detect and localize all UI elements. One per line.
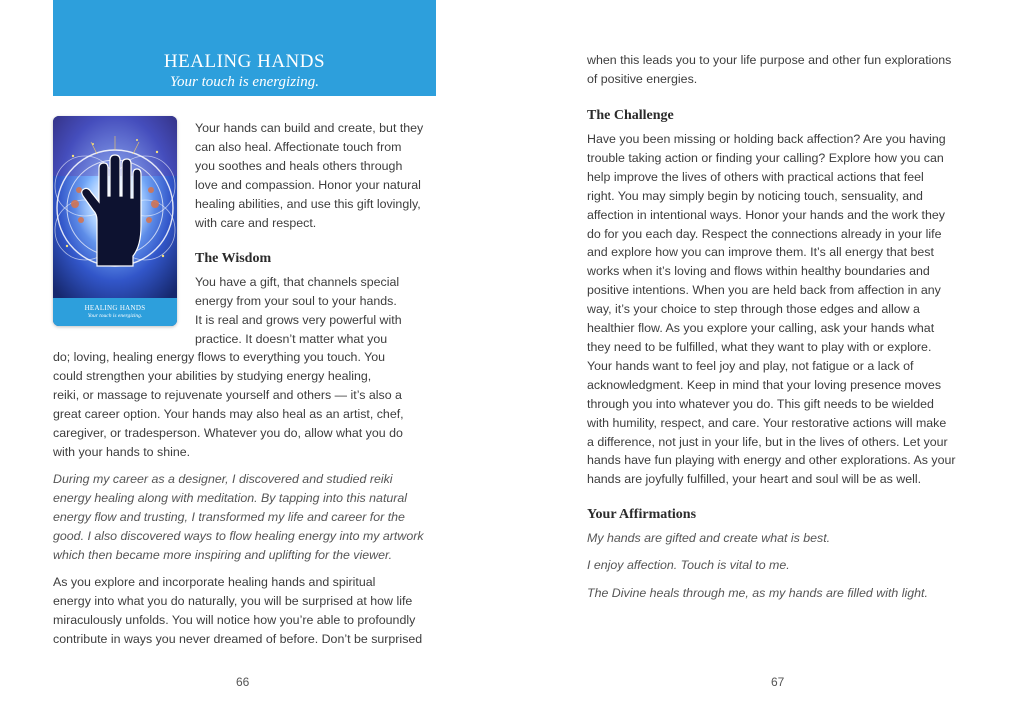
text-line: which then became more inspiring and uplifting for the viewer. xyxy=(53,547,393,562)
text-line: energy healing along with meditation. By tapping into this natural xyxy=(53,490,408,505)
text-line: do for you each day. Respect the connections already in your life xyxy=(587,226,942,241)
text-line: hands are joyfully fulfilled, your heart and soul will be as well. xyxy=(587,472,922,487)
text-line: with humility, respect, and care. Your restorative actions will make xyxy=(587,415,947,430)
text-line: Your hands can build and create, but they xyxy=(195,121,424,135)
text-line: Your hands want to feel joy and play, not fatigue or a lack of xyxy=(587,358,914,373)
continued-paragraph xyxy=(587,51,951,89)
card-title-banner xyxy=(53,0,436,96)
text-line: You have a gift, that channels special xyxy=(195,275,400,289)
text-line: help improve the lives of others with practical actions that feel xyxy=(587,169,924,184)
text-line: do; loving, healing energy flows to everything you touch. You xyxy=(53,350,386,364)
text-line: and explore how you can improve them. It’s all energy that best xyxy=(587,245,934,260)
text-line: right. You may simply begin by noticing touch, sensuality, and xyxy=(587,188,923,203)
card-footer xyxy=(53,298,177,326)
text-line: energy flow and trusting, I transformed my life and career for the xyxy=(53,509,405,524)
card-title: HEALING HANDS xyxy=(84,304,146,312)
affirmations-heading: Your Affirmations xyxy=(587,507,697,522)
wisdom-heading: The Wisdom xyxy=(195,251,272,266)
text-line: you soothes and heals others through xyxy=(195,158,403,173)
text-line: energy into what you do naturally, you will be surprised at how life xyxy=(53,593,413,608)
text-line: healthier flow. As you explore your calling, ask your hands what xyxy=(587,321,935,336)
text-line: healing abilities, and use this gift lovingly, xyxy=(195,196,421,211)
challenge-heading: The Challenge xyxy=(587,108,674,123)
text-line: through you into whatever you do. This gift needs to be wielded xyxy=(587,396,934,411)
text-line: works when it’s loving and flows within healthy boundaries and xyxy=(587,264,930,279)
text-line: a difference, not just in your life, but in the lives of others. Let your xyxy=(587,434,948,449)
text-line: acknowledgment. Keep in mind that your loving presence moves xyxy=(587,377,942,392)
challenge-paragraph xyxy=(587,130,956,489)
text-line: trouble taking action or finding your calling? Explore how you can xyxy=(587,150,944,165)
text-line: of positive energies. xyxy=(587,71,698,86)
text-line: could strengthen your abilities by studying energy healing, xyxy=(53,368,372,383)
text-line: energy from your soul to your hands. xyxy=(195,293,397,308)
affirmation-item: The Divine heals through me, as my hands are filled with light. xyxy=(587,586,928,600)
affirmation-item: I enjoy affection. Touch is vital to me. xyxy=(587,558,790,572)
card-subtitle: Your touch is energizing. xyxy=(87,313,143,319)
text-line: contribute in ways you never dreamed of before. Don’t be surprised xyxy=(53,631,423,646)
text-line: great career option. Your hands may also heal as an artist, chef, xyxy=(53,406,404,421)
text-line: with your hands to shine. xyxy=(53,444,191,459)
text-line: caregiver, or tradesperson. Whatever you do, allow what you do xyxy=(53,425,403,440)
text-line: way, it’s your choice to step through those edges and allow a xyxy=(587,302,920,317)
text-line: hands have fun playing with energy and other explorations. As your xyxy=(587,453,956,468)
text-line: love and compassion. Honor your natural xyxy=(195,177,421,192)
text-line: they need to be fulfilled, what they want to play with or explore. xyxy=(587,339,932,354)
affirmation-item: My hands are gifted and create what is best. xyxy=(587,531,831,545)
text-line: It is real and grows very powerful with xyxy=(195,312,402,327)
healing-hand-illustration xyxy=(53,116,177,298)
text-line: positive intentions. When you are held back from affection in any xyxy=(587,283,941,298)
oracle-card-image xyxy=(53,116,177,326)
page-number: 66 xyxy=(236,675,250,689)
text-line: affection in intentional ways. Honor your hands and the work they xyxy=(587,207,945,222)
text-line: As you explore and incorporate healing hands and spiritual xyxy=(53,575,376,589)
text-line: good. I also discovered ways to flow healing energy into my artwork xyxy=(53,528,424,543)
banner-subtitle: Your touch is energizing. xyxy=(170,74,319,90)
text-line: practice. It doesn’t matter what you xyxy=(195,331,388,346)
intro-paragraph xyxy=(195,119,423,232)
text-line: with care and respect. xyxy=(195,215,317,230)
wisdom-paragraph-wrapped xyxy=(195,273,402,349)
explore-paragraph xyxy=(53,573,422,649)
right-page xyxy=(512,0,1024,708)
text-line: During my career as a designer, I discovered and studied reiki xyxy=(53,472,393,486)
text-line: miraculously unfolds. You will notice how you’re able to profoundly xyxy=(53,612,416,627)
text-line: Have you been missing or holding back affection? Are you having xyxy=(587,132,946,146)
wisdom-paragraph-full xyxy=(53,348,404,461)
author-story-paragraph xyxy=(53,470,424,565)
banner-title: HEALING HANDS xyxy=(163,51,326,72)
text-line: when this leads you to your life purpose and other fun explorations xyxy=(587,53,952,67)
page-number: 67 xyxy=(771,675,785,689)
text-line: can also heal. Affectionate touch from xyxy=(195,139,402,154)
text-line: reiki, or massage to rejuvenate yourself and others — it’s also a xyxy=(53,387,402,402)
